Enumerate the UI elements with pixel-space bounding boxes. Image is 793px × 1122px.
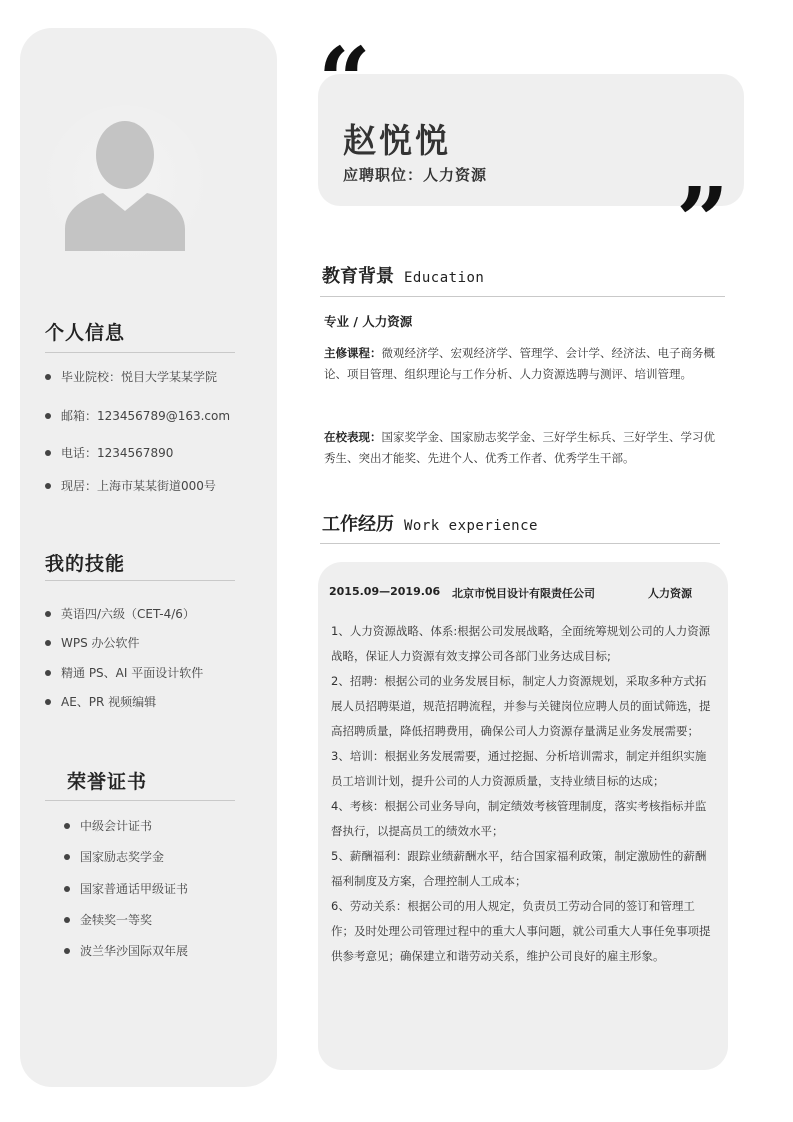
close-quote-icon: ” (676, 167, 729, 275)
skill-item: WPS 办公软件 (45, 634, 255, 651)
personal-info-item: 现居：上海市某某街道000号 (45, 477, 255, 494)
user-silhouette-icon (63, 111, 187, 251)
skill-item: AE、PR 视频编辑 (45, 693, 255, 710)
honors-title: 荣誉证书 (67, 771, 148, 793)
bullet-icon (64, 917, 70, 923)
personal-info-divider (45, 352, 235, 353)
duty-item: 2、招聘：根据公司的业务发展目标，制定人力资源规划，采取多种方式拓展人员招聘渠道，规范招聘流程，并参与关键岗位应聘人员的面试筛选，提高招聘质量，降低招聘费用，确保公司人力资源存量满足业务发展需要； (331, 674, 711, 738)
education-title-en: Education (404, 270, 485, 286)
candidate-name: 赵悦悦 (343, 121, 451, 160)
avatar (45, 105, 205, 270)
duty-item: 4、考核：根据公司业务导向，制定绩效考核管理制度，落实考核指标并监督执行，以提高员工的绩效水平； (331, 799, 707, 838)
honor-item: 金犊奖一等奖 (64, 911, 274, 928)
duty-item: 1、人力资源战略、体系:根据公司发展战略，全面统筹规划公司的人力资源战略，保证人力资源有效支撑公司各部门业务达成目标; (331, 624, 711, 663)
bullet-icon (64, 854, 70, 860)
work-company: 北京市悦目设计有限责任公司 (452, 587, 595, 600)
bullet-icon (45, 483, 51, 489)
work-role: 人力资源 (648, 587, 692, 600)
bullet-icon (45, 450, 51, 456)
position-applied: 应聘职位：人力资源 (343, 166, 488, 184)
personal-info-item: 毕业院校：悦目大学某某学院 (45, 368, 255, 385)
bullet-icon (64, 948, 70, 954)
work-period: 2015.09—2019.06 (329, 585, 441, 598)
bullet-icon (45, 413, 51, 419)
personal-info-item: 电话：1234567890 (45, 444, 255, 461)
skill-item: 英语四/六级（CET-4/6） (45, 605, 255, 622)
honor-item: 国家励志奖学金 (64, 848, 274, 865)
personal-info-title: 个人信息 (45, 322, 126, 344)
skills-title: 我的技能 (45, 553, 126, 575)
duty-item: 6、劳动关系：根据公司的用人规定，负责员工劳动合同的签订和管理工作；及时处理公司管理过程中的重大人事问题，就公司重大人事任免事项提供参考意见；确保建立和谐劳动关系，维护公司良好的雇主形象。 (331, 899, 711, 963)
courses-paragraph: 主修课程：微观经济学、宏观经济学、管理学、会计学、经济法、电子商务概论、项目管理、组织理论与工作分析、人力资源选聘与测评、培训管理。 (324, 346, 715, 381)
performance-paragraph: 在校表现：国家奖学金、国家励志奖学金、三好学生标兵、三好学生、学习优秀生、突出才能奖、先进个人、优秀工作者、优秀学生干部。 (324, 430, 715, 465)
honor-item: 波兰华沙国际双年展 (64, 942, 274, 959)
major: 专业 / 人力资源 (324, 314, 413, 329)
work-divider (320, 543, 720, 544)
work-title: 工作经历 Work experience (322, 514, 538, 535)
bullet-icon (64, 823, 70, 829)
education-divider (320, 296, 725, 297)
education-title: 教育背景 Education (322, 266, 485, 287)
bullet-icon (45, 640, 51, 646)
bullet-icon (45, 670, 51, 676)
bullet-icon (64, 886, 70, 892)
bullet-icon (45, 611, 51, 617)
duty-item: 5、薪酬福利：跟踪业绩薪酬水平，结合国家福利政策，制定激励性的薪酬福利制度及方案，合理控制人工成本； (331, 849, 707, 888)
honor-item: 中级会计证书 (64, 817, 274, 834)
work-duties (331, 619, 711, 969)
honor-item: 国家普通话甲级证书 (64, 880, 274, 897)
bullet-icon (45, 374, 51, 380)
honors-divider (45, 800, 235, 801)
work-title-en: Work experience (404, 518, 538, 534)
duty-item: 3、培训：根据业务发展需要，通过挖掘、分析培训需求，制定并组织实施员工培训计划，提升公司的人力资源质量，支持业绩目标的达成； (331, 749, 707, 788)
skills-divider (45, 580, 235, 581)
open-quote-icon: “ (318, 27, 371, 135)
personal-info-item: 邮箱：123456789@163.com (45, 407, 255, 424)
bullet-icon (45, 699, 51, 705)
skill-item: 精通 PS、AI 平面设计软件 (45, 664, 255, 681)
